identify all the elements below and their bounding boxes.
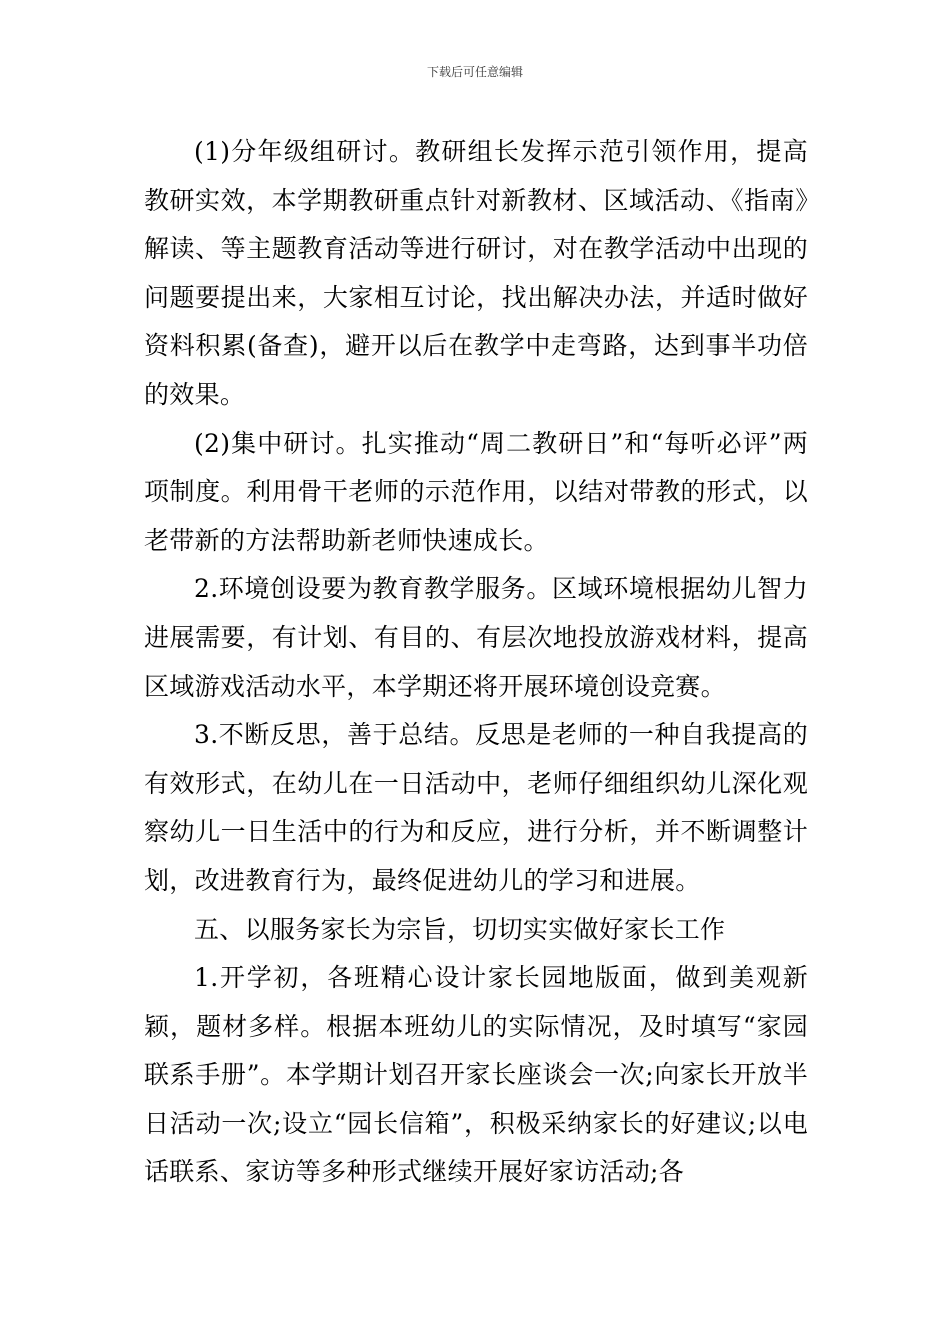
paragraph-reflection-summary: 3.不断反思，善于总结。反思是老师的一种自我提高的有效形式，在幼儿在一日活动中，老师仔细组织幼儿深化观察幼儿一日生活中的行为和反应，进行分析，并不断调整计划，改进教育行为，最终促进幼儿的学习和进展。: [144, 720, 808, 895]
paragraph-parent-work: 1.开学初，各班精心设计家长园地版面，做到美观新颖，题材多样。根据本班幼儿的实际情况，及时填写“家园联系手册”。本学期计划召开家长座谈会一次;向家长开放半日活动一次;设立“园长信箱”，积极采纳家长的好建议;以电话联系、家访等多种形式继续开展好家访活动;各: [144, 963, 808, 1187]
page-header: 下载后可任意编辑: [426, 65, 523, 79]
paragraph-grade-group-research: (1)分年级组研讨。教研组长发挥示范引领作用，提高教研实效，本学期教研重点针对新教材、区域活动、《指南》解读、等主题教育活动等进行研讨，对在教学活动中出现的问题要提出来，大家相互讨论，找出解决办法，并适时做好资料积累(备查)，避开以后在教学中走弯路，达到事半功倍的效果。: [144, 137, 808, 409]
document-body: [144, 128, 808, 1197]
paragraph-environment-creation: 2.环境创设要为教育教学服务。区域环境根据幼儿智力进展需要，有计划、有目的、有层次地投放游戏材料，提高区域游戏活动水平，本学期还将开展环境创设竞赛。: [144, 574, 808, 701]
section-heading-parent-service: 五、以服务家长为宗旨，切切实实做好家长工作: [194, 914, 726, 944]
paragraph-centralized-research: (2)集中研讨。扎实推动“周二教研日”和“每听必评”两项制度。利用骨干老师的示范作用，以结对带教的形式，以老带新的方法帮助新老师快速成长。: [144, 428, 808, 555]
